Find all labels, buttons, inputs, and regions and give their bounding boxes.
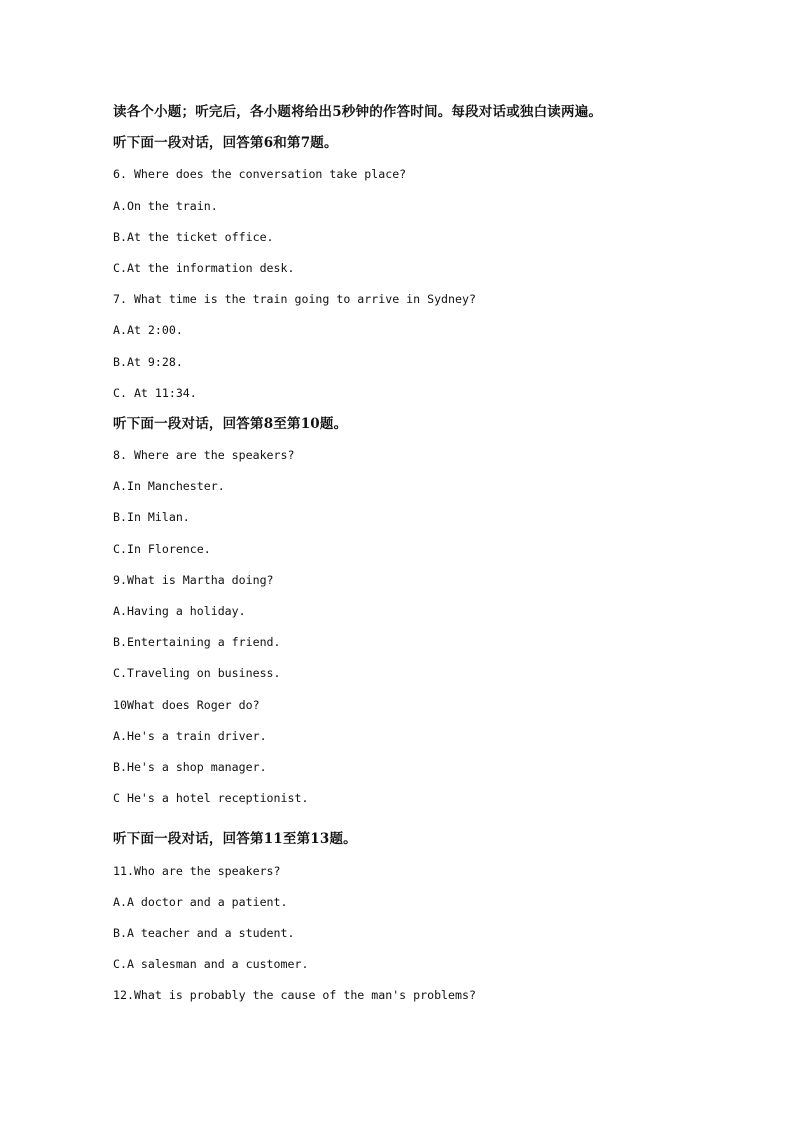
question-line: A.He's a train driver. [113, 728, 267, 743]
section-instruction: 听下面一段对话，回答第6和第7题。 [113, 135, 338, 152]
section-instruction: 听下面一段对话，回答第8至第10题。 [113, 415, 348, 432]
question-line: B.In Milan. [113, 510, 190, 525]
question-line: 7. What time is the train going to arrive in Sydney? [113, 292, 476, 307]
question-line: B.He's a shop manager. [113, 759, 267, 774]
question-line: B.At the ticket office. [113, 229, 274, 244]
document-page [113, 98, 753, 1012]
question-line: A.At 2:00. [113, 323, 183, 338]
question-line: A.On the train. [113, 198, 218, 213]
question-line: B.At 9:28. [113, 354, 183, 369]
question-line: 11.Who are the speakers? [113, 863, 281, 878]
spacer [113, 815, 753, 825]
question-line: C.In Florence. [113, 541, 211, 556]
question-line: A.Having a holiday. [113, 604, 246, 618]
section-instruction: 听下面一段对话，回答第11至第13题。 [113, 831, 357, 848]
question-line: 8. Where are the speakers? [113, 448, 295, 463]
question-line: 10What does Roger do? [113, 697, 260, 712]
question-line: C.At the information desk. [113, 260, 295, 275]
question-line: A.A doctor and a patient. [113, 894, 288, 909]
question-line: C.A salesman and a customer. [113, 957, 309, 972]
question-line: A.In Manchester. [113, 479, 225, 494]
question-line: B.A teacher and a student. [113, 925, 295, 940]
question-line: 6. Where does the conversation take place? [113, 167, 407, 182]
question-line: 9.What is Martha doing? [113, 572, 274, 587]
question-line: C He's a hotel receptionist. [113, 791, 309, 806]
section-instruction: 读各个小题；听完后，各小题将给出5秒钟的作答时间。每段对话或独白读两遍。 [113, 104, 603, 120]
question-line: C. At 11:34. [113, 385, 197, 400]
question-line: 12.What is probably the cause of the man's problems? [113, 988, 476, 1003]
question-line: B.Entertaining a friend. [113, 635, 281, 650]
question-line: C.Traveling on business. [113, 666, 281, 681]
